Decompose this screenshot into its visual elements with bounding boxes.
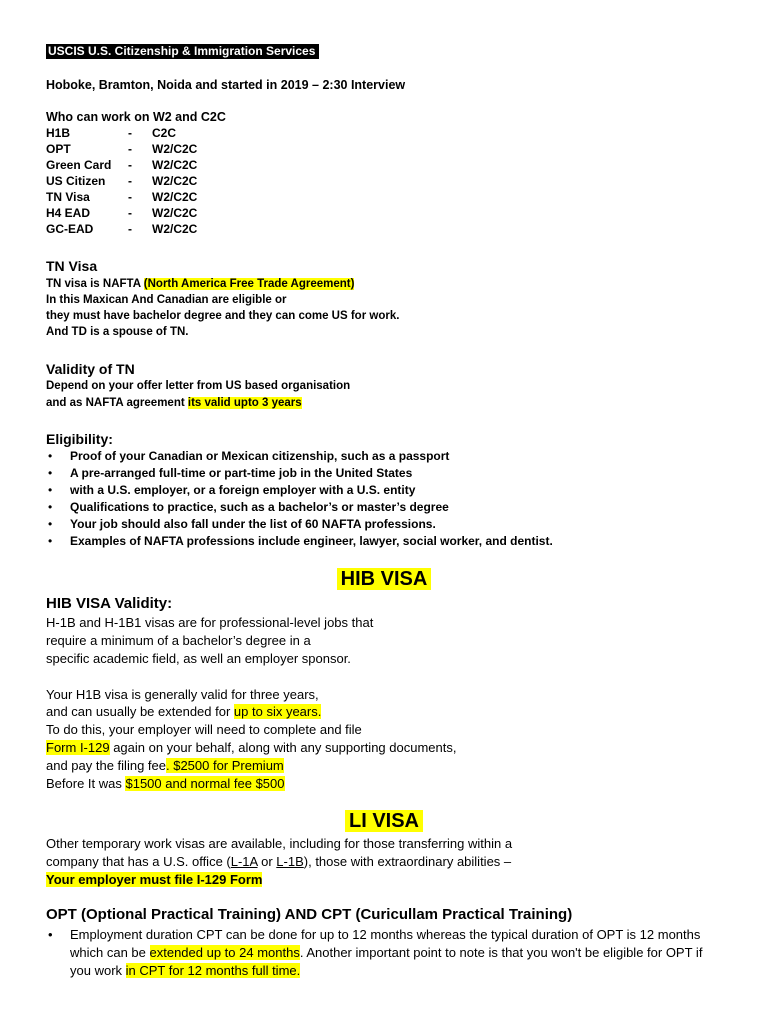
24-months-highlight: extended up to 24 months bbox=[149, 945, 300, 960]
tn-line-3: they must have bachelor degree and they can come US for work. bbox=[46, 310, 400, 322]
hib-p2-line-5 bbox=[46, 757, 284, 775]
bullet-icon: • bbox=[48, 517, 53, 531]
work-type: W2/C2C bbox=[152, 158, 198, 172]
premium-fee-highlight: . $2500 for Premium bbox=[165, 758, 284, 773]
hib-text: again on your behalf, along with any supporting documents, bbox=[109, 740, 457, 755]
bullet-icon: • bbox=[48, 500, 53, 514]
l1b-link[interactable]: L-1B bbox=[276, 854, 304, 869]
bullet-icon: • bbox=[48, 449, 53, 463]
tn-visa-heading: TN Visa bbox=[46, 258, 98, 274]
dash: - bbox=[128, 174, 132, 188]
hib-text: and can usually be extended for bbox=[46, 704, 234, 719]
dash: - bbox=[128, 222, 132, 236]
visa-status: H1B bbox=[46, 126, 71, 140]
hib-validity-heading: HIB VISA Validity: bbox=[46, 595, 173, 612]
work-type: C2C bbox=[152, 126, 177, 140]
visa-status: GC-EAD bbox=[46, 222, 94, 236]
list-item bbox=[46, 926, 726, 980]
li-line-1: Other temporary work visas are available, including for those transferring within a bbox=[46, 836, 513, 851]
dash: - bbox=[128, 206, 132, 220]
work-type: W2/C2C bbox=[152, 206, 198, 220]
validity-highlight: its valid upto 3 years bbox=[187, 397, 302, 409]
hib-p2-line-3: To do this, your employer will need to complete and file bbox=[46, 722, 362, 737]
six-years-highlight: up to six years. bbox=[233, 704, 322, 719]
li-visa-banner bbox=[0, 808, 768, 834]
page-title: USCIS U.S. Citizenship & Immigration Services bbox=[46, 44, 319, 59]
list-item-text: Qualifications to practice, such as a bachelor’s or master’s degree bbox=[70, 500, 449, 514]
opt-cpt-heading: OPT (Optional Practical Training) AND CPT (Curicullam Practical Training) bbox=[46, 906, 573, 923]
interview-line: Hoboke, Bramton, Noida and started in 2019 – 2:30 Interview bbox=[46, 78, 406, 92]
w2-c2c-heading: Who can work on W2 and C2C bbox=[46, 110, 226, 124]
tn-line-1-text: TN visa is NAFTA bbox=[46, 278, 144, 290]
work-type: W2/C2C bbox=[152, 190, 198, 204]
work-type: W2/C2C bbox=[152, 174, 198, 188]
dash: - bbox=[128, 142, 132, 156]
visa-status: US Citizen bbox=[46, 174, 106, 188]
w2-c2c-row bbox=[46, 173, 197, 189]
hib-p2-line-1: Your H1B visa is generally valid for three years, bbox=[46, 687, 319, 702]
hib-p2-line-2 bbox=[46, 703, 321, 721]
bullet-icon: • bbox=[48, 927, 53, 942]
tn-line-2: In this Maxican And Canadian are eligible or bbox=[46, 294, 287, 306]
dash: - bbox=[128, 126, 132, 140]
i129-form-highlight: Your employer must file I-129 Form bbox=[46, 872, 263, 887]
visa-status: Green Card bbox=[46, 158, 112, 172]
eligibility-heading: Eligibility: bbox=[46, 431, 113, 447]
dash: - bbox=[128, 190, 132, 204]
opt-text: Employment duration CPT can be done for up to 12 months whereas the typical duration of OPT is 12 months which can be bbox=[70, 927, 701, 960]
bullet-icon: • bbox=[48, 483, 53, 497]
list-item-text: Examples of NAFTA professions include engineer, lawyer, social worker, and dentist. bbox=[70, 534, 553, 548]
normal-fee-highlight: $1500 and normal fee $500 bbox=[125, 776, 285, 791]
hib-text: and pay the filing fee bbox=[46, 758, 166, 773]
li-line-2 bbox=[46, 853, 511, 871]
li-text: or bbox=[257, 854, 277, 869]
list-item-text: Proof of your Canadian or Mexican citizenship, such as a passport bbox=[70, 449, 450, 463]
dash: - bbox=[128, 158, 132, 172]
hib-p2-line-4 bbox=[46, 739, 456, 757]
validity-tn-line-2 bbox=[46, 395, 302, 411]
w2-c2c-row bbox=[46, 221, 197, 237]
list-item bbox=[46, 448, 553, 465]
l1a-link[interactable]: L-1A bbox=[230, 854, 258, 869]
w2-c2c-row bbox=[46, 205, 197, 221]
visa-status: H4 EAD bbox=[46, 206, 91, 220]
li-visa-banner-text: LI VISA bbox=[345, 810, 423, 832]
w2-c2c-row bbox=[46, 141, 197, 157]
tn-line-4: And TD is a spouse of TN. bbox=[46, 326, 189, 338]
list-item-text: with a U.S. employer, or a foreign employer with a U.S. entity bbox=[70, 483, 416, 497]
tn-line-1 bbox=[46, 276, 354, 292]
form-i129-highlight: Form I-129 bbox=[46, 740, 110, 755]
hib-p1-line-1: H-1B and H-1B1 visas are for professional-level jobs that bbox=[46, 615, 374, 630]
nafta-highlight: (North America Free Trade Agreement) bbox=[143, 278, 355, 290]
list-item-text: Your job should also fall under the list of 60 NAFTA professions. bbox=[70, 517, 436, 531]
hib-text: Before It was bbox=[46, 776, 126, 791]
list-item-text: A pre-arranged full-time or part-time job in the United States bbox=[70, 466, 413, 480]
list-item bbox=[46, 516, 553, 533]
list-item bbox=[46, 499, 553, 516]
cpt-12-months-highlight: in CPT for 12 months full time. bbox=[125, 963, 301, 978]
validity-text: and as NAFTA agreement bbox=[46, 397, 188, 409]
visa-status: TN Visa bbox=[46, 190, 90, 204]
opt-list bbox=[46, 926, 726, 980]
visa-status: OPT bbox=[46, 142, 71, 156]
list-item bbox=[46, 465, 553, 482]
li-text: company that has a U.S. office ( bbox=[46, 854, 231, 869]
work-type: W2/C2C bbox=[152, 222, 198, 236]
hib-visa-banner-text: HIB VISA bbox=[337, 568, 432, 590]
validity-tn-line-1: Depend on your offer letter from US based organisation bbox=[46, 380, 351, 392]
validity-tn-heading: Validity of TN bbox=[46, 361, 135, 377]
work-type: W2/C2C bbox=[152, 142, 198, 156]
hib-visa-banner bbox=[0, 566, 768, 592]
w2-c2c-row bbox=[46, 125, 176, 141]
list-item bbox=[46, 482, 553, 499]
opt-text: . Another important point to note is that you won't be eligible for OPT if you work bbox=[70, 945, 703, 978]
list-item bbox=[46, 533, 553, 550]
w2-c2c-row bbox=[46, 189, 197, 205]
li-text: ), those with extraordinary abilities – bbox=[303, 854, 512, 869]
hib-p1-line-3: specific academic field, as well an employer sponsor. bbox=[46, 651, 351, 666]
hib-p2-line-6 bbox=[46, 775, 285, 793]
li-line-3 bbox=[46, 871, 262, 889]
w2-c2c-row bbox=[46, 157, 197, 173]
hib-p1-line-2: require a minimum of a bachelor’s degree in a bbox=[46, 633, 311, 648]
bullet-icon: • bbox=[48, 466, 53, 480]
bullet-icon: • bbox=[48, 534, 53, 548]
eligibility-list bbox=[46, 448, 553, 550]
